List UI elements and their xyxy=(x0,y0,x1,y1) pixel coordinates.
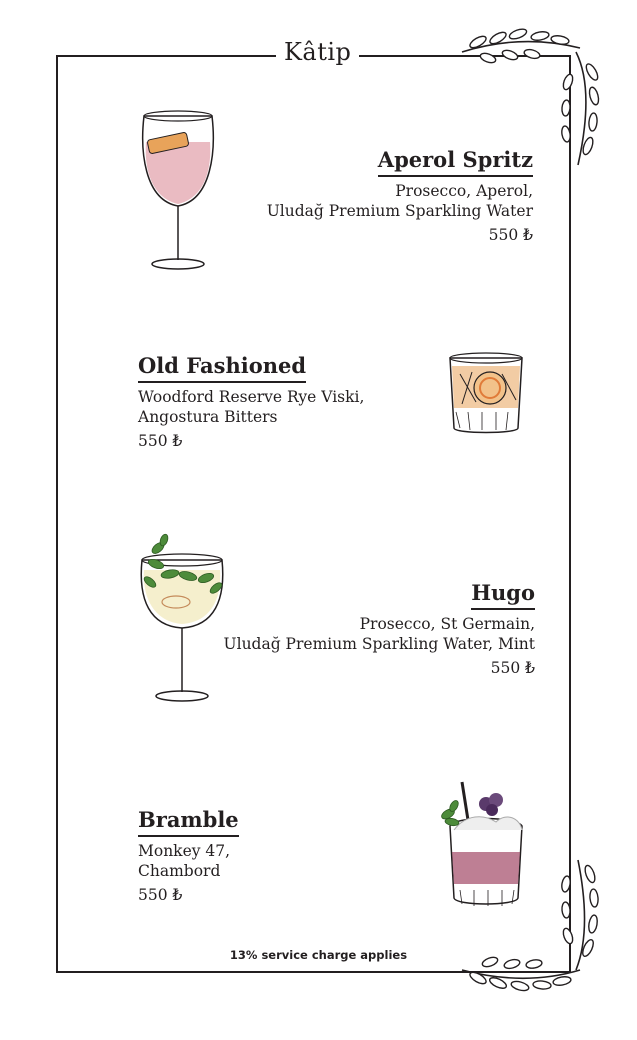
item-description-line: Prosecco, St Germain, xyxy=(359,615,535,633)
menu-item-old-fashioned xyxy=(138,353,364,451)
item-description xyxy=(267,181,533,221)
old-fashioned-glass-icon xyxy=(446,352,526,442)
item-description-line: Prosecco, Aperol, xyxy=(395,182,533,200)
item-description-line: Chambord xyxy=(138,862,221,880)
service-charge-note: 13% service charge applies xyxy=(229,948,408,962)
item-description-line: Uludağ Premium Sparkling Water xyxy=(266,202,533,220)
item-description-line: Woodford Reserve Rye Viski, xyxy=(138,388,365,406)
menu-item-bramble xyxy=(138,807,239,905)
item-description-line: Monkey 47, xyxy=(138,842,231,860)
vine-decoration-bottom-icon xyxy=(0,840,637,1040)
menu-title: Kâtip xyxy=(276,38,359,66)
item-name: Old Fashioned xyxy=(138,353,306,383)
item-name: Hugo xyxy=(471,580,535,610)
item-description-line: Uludağ Premium Sparkling Water, Mint xyxy=(223,635,535,653)
menu-item-aperol-spritz xyxy=(267,147,533,245)
item-price: 550 ₺ xyxy=(490,659,535,677)
hugo-glass-icon xyxy=(136,530,231,705)
menu-item-hugo xyxy=(224,580,535,678)
item-name: Aperol Spritz xyxy=(378,147,533,177)
bramble-glass-icon xyxy=(440,780,535,915)
item-price: 550 ₺ xyxy=(138,886,183,904)
item-name: Bramble xyxy=(138,807,239,837)
item-description xyxy=(138,841,239,881)
aperol-spritz-glass-icon xyxy=(138,110,218,275)
item-description xyxy=(138,387,364,427)
item-price: 550 ₺ xyxy=(138,432,183,450)
item-description xyxy=(224,614,535,654)
item-description-line: Angostura Bitters xyxy=(138,408,278,426)
item-price: 550 ₺ xyxy=(488,226,533,244)
